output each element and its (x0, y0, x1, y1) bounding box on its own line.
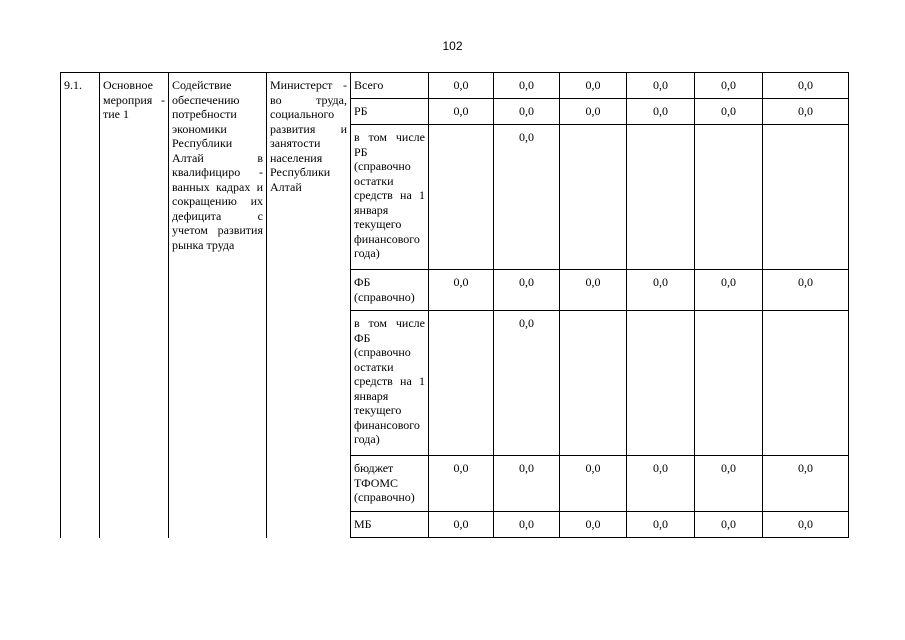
value-cell: 0,0 (627, 73, 695, 99)
measure-code: 9.1. (64, 78, 82, 92)
value-cell: 0,0 (494, 73, 560, 99)
value-cell: 0,0 (560, 73, 627, 99)
table-row (61, 73, 849, 99)
measure-name: Основное мероприя - тие 1 (103, 78, 165, 121)
page-number: 102 (442, 39, 463, 53)
value-cell: 0,0 (494, 456, 560, 512)
funding-source: в том числе РБ (справочно остатки средств на 1 января текущего финансового года) (351, 125, 429, 270)
value-cell: 0,0 (560, 512, 627, 538)
value-cell: 0,0 (763, 99, 849, 125)
value-cell: 0,0 (695, 456, 763, 512)
value-cell: 0,0 (695, 99, 763, 125)
measure-name-cell (100, 73, 169, 538)
budget-table (60, 72, 849, 538)
value-cell (763, 125, 849, 270)
measure-description-cell (169, 73, 267, 538)
value-cell (695, 125, 763, 270)
funding-source: бюджет ТФОМС (справочно) (351, 456, 429, 512)
value-cell: 0,0 (695, 73, 763, 99)
value-cell (560, 125, 627, 270)
value-cell: 0,0 (763, 512, 849, 538)
value-cell: 0,0 (560, 270, 627, 311)
value-cell: 0,0 (560, 456, 627, 512)
value-cell (763, 311, 849, 456)
value-cell (627, 311, 695, 456)
value-cell: 0,0 (627, 270, 695, 311)
funding-source: МБ (351, 512, 429, 538)
value-cell: 0,0 (494, 270, 560, 311)
value-cell (627, 125, 695, 270)
value-cell (695, 311, 763, 456)
value-cell: 0,0 (560, 99, 627, 125)
value-cell: 0,0 (429, 512, 494, 538)
funding-source: Всего (351, 73, 429, 99)
value-cell: 0,0 (763, 73, 849, 99)
value-cell (560, 311, 627, 456)
measure-description: Содействие обеспечению потребности экономики Республики Алтай в квалифициро - ванных кадрах и сокращению их дефицита с учетом развития рынка труда (172, 78, 263, 252)
funding-source: ФБ (справочно) (351, 270, 429, 311)
value-cell: 0,0 (695, 270, 763, 311)
measure-code-cell (61, 73, 100, 538)
value-cell (429, 125, 494, 270)
value-cell: 0,0 (695, 512, 763, 538)
funding-source: в том числе ФБ (справочно остатки средств на 1 января текущего финансового года) (351, 311, 429, 456)
funding-source: РБ (351, 99, 429, 125)
value-cell: 0,0 (627, 99, 695, 125)
value-cell: 0,0 (627, 456, 695, 512)
value-cell: 0,0 (494, 512, 560, 538)
value-cell (429, 311, 494, 456)
value-cell: 0,0 (627, 512, 695, 538)
value-cell: 0,0 (429, 73, 494, 99)
executor: Министерст - во труда, социального развития и занятости населения Республики Алтай (270, 78, 347, 194)
value-cell: 0,0 (494, 311, 560, 456)
value-cell: 0,0 (763, 456, 849, 512)
value-cell: 0,0 (494, 99, 560, 125)
value-cell: 0,0 (763, 270, 849, 311)
value-cell: 0,0 (429, 270, 494, 311)
executor-cell (267, 73, 351, 538)
value-cell: 0,0 (429, 99, 494, 125)
value-cell: 0,0 (494, 125, 560, 270)
value-cell: 0,0 (429, 456, 494, 512)
